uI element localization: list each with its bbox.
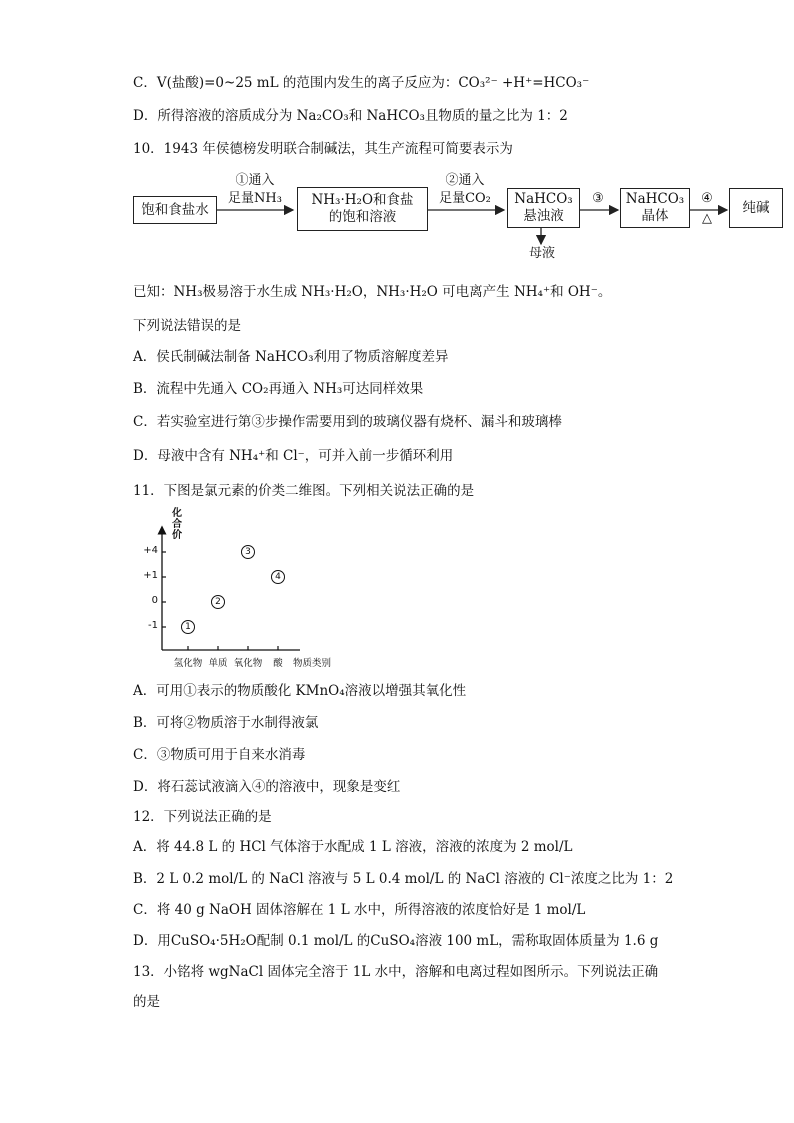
flow-arrow1-top: ①通入	[235, 173, 275, 188]
q12-option-a: A．将 44.8 L 的 HCl 气体溶于水配成 1 L 溶液，溶液的浓度为 2 mol/L	[133, 839, 573, 855]
flow-box2-line2: 的饱和溶液	[328, 209, 397, 225]
q11-option-c: C．③物质可用于自来水消毒	[133, 747, 306, 763]
flow-arrow1-bottom: 足量NH₃	[228, 191, 282, 206]
flow-box4-line2: 晶体	[641, 208, 669, 224]
q11-option-a: A．可用①表示的物质酸化 KMnO₄溶液以增强其氧化性	[133, 683, 467, 699]
flow-box4-line1: NaHCO₃	[625, 191, 685, 207]
q11-option-b: B．可将②物质溶于水制得液氯	[133, 715, 319, 731]
q9-option-d: D．所得溶液的溶质成分为 Na₂CO₃和 NaHCO₃且物质的量之比为 1：2	[133, 108, 568, 124]
flow-box5-label: 纯碱	[742, 199, 770, 216]
q12-option-d: D．用CuSO₄·5H₂O配制 0.1 mol/L 的CuSO₄溶液 100 mL，需称取固体质量为 1.6 g	[133, 933, 659, 949]
chart-y-tick-label: +4	[143, 545, 158, 556]
q13-stem-line1: 13．小铭将 wgNaCl 固体完全溶于 1L 水中，溶解和电离过程如图所示。下列说法正确	[133, 964, 659, 980]
flow-arrow3-top: ③	[592, 191, 604, 206]
q10-option-a: A．侯氏制碱法制备 NaHCO₃利用了物质溶解度差异	[133, 349, 449, 365]
flow-box3-line2: 悬浊液	[523, 208, 564, 224]
q11-option-d: D．将石蕊试液滴入④的溶液中，现象是变红	[133, 779, 401, 795]
flow-mother-liquor: 母液	[528, 246, 555, 261]
q10-option-c: C．若实验室进行第③步操作需要用到的玻璃仪器有烧杯、漏斗和玻璃棒	[133, 414, 562, 430]
q13-stem-line2: 的是	[133, 994, 160, 1010]
flow-arrow4-top: ④	[701, 191, 713, 206]
q10-stem: 10．1943 年侯德榜发明联合制碱法，其生产流程可简要表示为	[133, 141, 513, 157]
flow-box-brine-label: 饱和食盐水	[141, 201, 209, 218]
chart-y-tick-label: -1	[148, 620, 158, 631]
chart-x-tick-label: 单质	[208, 658, 228, 669]
q10-option-d: D．母液中含有 NH₄⁺和 Cl⁻，可并入前一步循环利用	[133, 448, 454, 464]
chart-y-axis-title: 化合价	[172, 508, 182, 541]
flow-arrow2-bottom: 足量CO₂	[439, 191, 491, 206]
q12-option-b: B．2 L 0.2 mol/L 的 NaCl 溶液与 5 L 0.4 mol/L 的 NaCl 溶液的 Cl⁻浓度之比为 1：2	[133, 871, 674, 887]
flow-arrow2-top: ②通入	[445, 173, 485, 188]
chart-y-tick-label: +1	[143, 570, 158, 581]
q9-option-c: C．V(盐酸)=0~25 mL 的范围内发生的离子反应为：CO₃²⁻ +H⁺=HCO₃⁻	[133, 75, 590, 91]
chart-point: 1	[181, 620, 195, 634]
chart-x-tick-label: 酸	[273, 658, 283, 669]
chart-x-axis-title: 物质类别	[293, 658, 332, 669]
flow-arrow4-bottom: △	[702, 211, 712, 226]
q10-ask: 下列说法错误的是	[133, 318, 241, 334]
flow-box2-line1: NH₃·H₂O和食盐	[311, 192, 414, 208]
chart-point: 4	[271, 570, 285, 584]
q12-option-c: C．将 40 g NaOH 固体溶解在 1 L 水中，所得溶液的浓度恰好是 1 mol/L	[133, 902, 586, 918]
chart-point: 3	[241, 545, 255, 559]
chart-x-tick-label: 氧化物	[233, 658, 263, 669]
chart-y-tick-label: 0	[151, 595, 158, 606]
chart-x-tick-label: 氢化物	[173, 658, 203, 669]
q10-option-b: B．流程中先通入 CO₂再通入 NH₃可达同样效果	[133, 381, 424, 397]
q12-stem: 12．下列说法正确的是	[133, 809, 272, 825]
chart-point: 2	[211, 595, 225, 609]
q11-stem: 11．下图是氯元素的价类二维图。下列相关说法正确的是	[133, 483, 475, 499]
flow-box3-line1: NaHCO₃	[514, 191, 573, 207]
q10-known: 已知：NH₃极易溶于水生成 NH₃·H₂O，NH₃·H₂O 可电离产生 NH₄⁺和 OH⁻。	[133, 284, 612, 300]
